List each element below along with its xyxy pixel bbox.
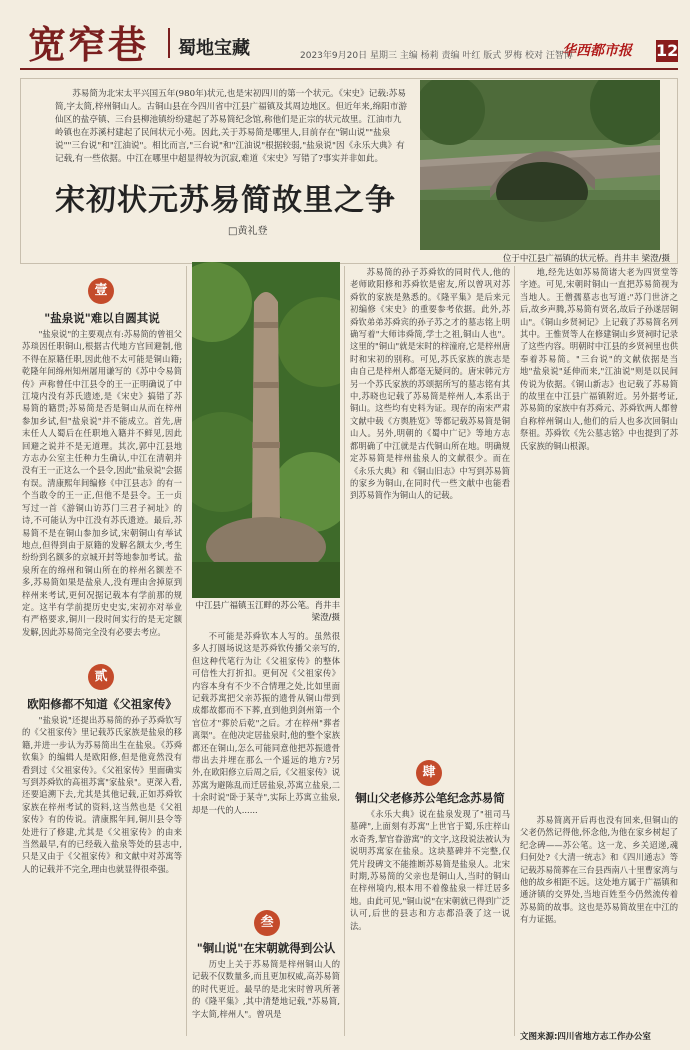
section-badge-4: 肆 [416, 760, 442, 786]
column-2-text-b: 历史上关于苏易简是梓州铜山人的记载不仅数量多,而且更加权威,高苏易简的时代更近。最早的是北宋时曾巩所著的《隆平集》,其中清楚地记载,"苏易简,字太简,梓州人"。曾巩是 [192, 959, 340, 1019]
section-badge-1: 壹 [88, 278, 114, 304]
newspaper-logo: 华西都市报 [562, 43, 632, 59]
column-3-text-b: 《永乐大典》说在盐泉发现了"祖司马墓碑",上面刻有苏寓"上世官于蜀,乐庄梓山水奇秀,挈官眷游寓"的文字,这段说法被认为说明苏寓家在盐泉。这块墓碑并不完整,仅凭片段碑文不能推断苏易简是盐泉人。北宋时期,苏易简的父亲也是铜山人,当时的铜山在梓州境内,根本用不着像盐泉一样迁居多地。由此可见,"铜山说"在宋朝就已得到广泛认可,后世的县志和方志都沿袭了这一说法。 [350, 809, 510, 931]
issue-meta: 2023年9月20日 星期三 主编 杨莉 责编 叶红 版式 罗梅 校对 汪智博 [300, 51, 573, 61]
sugong-pen-caption: 中江县广福镇玉江畔的苏公笔。肖井丰 梁澄/摄 [195, 601, 340, 623]
pagoda-illustration [192, 262, 340, 598]
source-credit: 文图来源:四川省地方志工作办公室 [520, 1032, 651, 1042]
section-name: 蜀地宝藏 [178, 38, 250, 59]
column-3-text-a: 苏易简的孙子苏舜钦的同时代人,他的老师欧阳修和苏舜钦是密友,所以曾巩对苏舜钦的家族是熟悉的。《隆平集》是后来元初编修《宋史》的重要参考依据。此外,苏舜钦弟弟苏舜宾的孙子苏之才的墓志铭上明确写着"大师讳舜简,学士之祖,铜山人也"。这里的"铜山"就是宋时的梓潼府,它是梓州唐时和宋初的别称。可见,苏氏家族的族志是由自己是梓州人都毫无疑问的。唐宋韩元方另一个苏氏家族的苏颂据所写的墓志铭有其中,苏晓也记载了苏易简是梓州人,本系出于铜山。这些均有史料为证。现存的南宋严肃文献中载《方舆胜览》等都记载苏易简是铜山人。另外,明朝的《蜀中广记》等地方志都明确了中江就是古代铜山所在地。明确规定苏易简是梓州盐泉人的文献很少。而在《永乐大典》和《铜山旧志》中写到苏易简的家乡为铜山,在同时代一些文献中也能看到苏易简作为铜山人的记载。 [350, 267, 510, 501]
bridge-photo [420, 80, 660, 250]
section-title-3: "铜山说"在宋朝就得到公认 [196, 941, 336, 955]
column-4-text-b: 苏易简离开后再也没有回来,但铜山的父老仍然记得他,怀念他,为他在家乡树起了纪念碑——苏公笔。这一龙、乡关迢递,魂归何处?《大清一统志》和《四川通志》等记载苏易简葬在三台县西南八十里曹家湾与他的故乡相距不远。这处地方属于广福镇和通济镇的交界处,当地百姓至今仍然流传着苏易简的故事。这也是苏易简故里在中江的有力证据。 [520, 815, 678, 925]
column-1-text-a: "盐泉说"的主要观点有:苏易简的曾祖父苏琰因任职铜山,根据古代地方官回避制,他不得在原籍任职,因此他不太可能是铜山籍;乾隆年间绵州知州屠用谦写的《苏中令易简传》声称曾任中江县令的王一正明确说了中江境内没有苏氏遗迹,是《宋史》搞错了苏易简的籍贯;苏易简是否是铜山从而在梓州参加乡试,但"盐泉说"并不能成立。首先,唐末任人人蜀后在任职地入籍并不鲜见,因此回避之说并不是无道理。其次,郭中江县地方志办公室主任种力生确认,中江在清朝并没有王一正这么一个县令,因此"盐泉说"会据有误。清康熙年间编修《中江县志》的有一个当敢令的王一正,但他不是县令。王一贞写过一首《游铜山访苏门三君子祠址》的诗,不可能认为中江没有苏氏遗迹。最后,苏易简不是在铜山参加乡试,宋朝铜山有举试地点,但得到由于原籍的发解名额太少,考生纷纷到名额多的京城开封等地参加考试。盐泉所在的绵州和铜山所在的梓州名额差不多,苏易简如果是盐泉人,没有理由舍掉原到梓州来考试,更何况据记载本有学前那的规定。这半有学前提历史史实,宋初亦对举业有严格要求,铜川一段时间实行的是无定额发解,因此苏易简完全没有必要去考应。 [22, 329, 182, 637]
column-rule-3 [514, 266, 515, 1036]
column-rule-2 [344, 266, 345, 1036]
section-badge-2: 贰 [88, 664, 114, 690]
article-author: □黄礼登 [228, 226, 268, 237]
column-1-text-b: "盐泉说"还提出苏易简的孙子苏舜钦写的《父祖家传》里记载苏氏家族是盐泉的移籍,并进一步认为苏易简出生在盐泉。《苏舜钦集》的编辑人是欧阳修,但是他竟然没有看到过《父祖家传》。《父祖家传》里面确实写到苏舜钦的高祖苏寓"家盐泉"。更深入看,还要追溯下去,尤其是其他记载,正如苏舜钦家族在梓州考试的资料,这当然也是《父祖家传》有的传说。清康熙年间,铜川县令等处进行了修建,尤其是《父祖家传》的由来当然最早,有的已经载入盐泉等处的县志中,只是又由于《父祖家传》和文献中对苏寓等人的记载并不完全,理由也就显得很牵强。 [22, 715, 182, 874]
column-4-text-a: 地,经先达如苏易简诸大老为四贤堂等字迹。可见,宋朝时铜山一直把苏易简视为当地人。王僧孺墓志也写道:"苏门世济之后,故乡声腾,苏易简有贤名,故后子孙遂居铜山"。《铜山乡贤祠记》上记载了苏易简名列其中。王惟贤等人在修建铜山乡贤祠时记录了这些内容。明朝时中江县的乡贤祠里也供奉着苏易简。"三台说"的文献依据是当地"盐泉说"延伸而来,"江油说"则是以民间传说为依据。《铜山新志》也记载了苏易简的故里在中江县广福镇附近。另外据考证,苏易简的家族中有苏舜元、苏舜钦两人都曾自称梓州铜山人,他们的后人也多次回铜山祭祖。苏舜钦《先公墓志铭》中也提到了苏氏家族的铜山根源。 [520, 267, 678, 451]
bridge-illustration [420, 80, 660, 250]
sugong-pen-photo [192, 262, 340, 598]
column-rule-1 [186, 266, 187, 1036]
section-badge-3: 叁 [254, 910, 280, 936]
page-header [0, 0, 690, 72]
section-title-2: 欧阳修都不知道《父祖家传》 [27, 697, 177, 711]
header-divider [168, 28, 170, 58]
column-2-text-a: 不可能是苏舜钦本人写的。虽然很多人打圆场说这是苏舜钦传播父亲写的,但这种代笔行为让《父祖家传》的整体可信性大打折扣。更何况《父祖家传》内容本身有不少不合情理之处,比如里面记载苏寓把父亲苏振的遗骨从铜山带到成都故都而不下葬,直到他到剑州第一个官位才"葬於后乾"之后。才在梓州"葬者离渠"。在他决定居盐泉时,他的整个家族都还在铜山,怎么可能同意他把苏振遗骨带出去并埋在那么一个遥远的地方?另外,在欧阳修立后周之后,《父祖家传》说苏寓为避陈乱而迁居盐泉,苏寓立盐泉,二十余时说"卧于某寺",实际上苏寓立盐泉,却是一代的人...... [192, 631, 340, 815]
article-title: 宋初状元苏易简故里之争 [55, 183, 396, 218]
page-number: 12 [656, 41, 679, 60]
column-brand: 宽窄巷 [28, 23, 149, 67]
section-title-4: 铜山父老修苏公笔纪念苏易简 [355, 791, 505, 805]
bridge-caption: 位于中江县广福镇的状元桥。肖井丰 梁澄/摄 [502, 254, 670, 264]
section-title-1: "盐泉说"难以自圆其说 [44, 311, 160, 325]
intro-text: 苏易简为北宋太平兴国五年(980年)状元,也是宋初四川的第一个状元。《宋史》记载:苏易简,字太简,梓州铜山人。古铜山县在今四川省中江县广福镇及其周边地区。但近年来,绵阳市游仙区的盐亭镇、三台县柳池镇纷纷建起了苏易简纪念馆,称他们是正宗的状元故里。江油市九岭镇也在苏溪村建起了民间状元小苑。因此,关于苏易简是哪里人,目前存在"铜山说""盐泉说""三台说"和"江油说"。相比而言,"三台说"和"江油说"根据较弱,"盐泉说"因《永乐大典》有记载,有一些依据。中江在哪里中超显得较为沉寂,难道《宋史》写错了?事实并非如此。 [55, 89, 407, 164]
header-rule [20, 68, 678, 70]
